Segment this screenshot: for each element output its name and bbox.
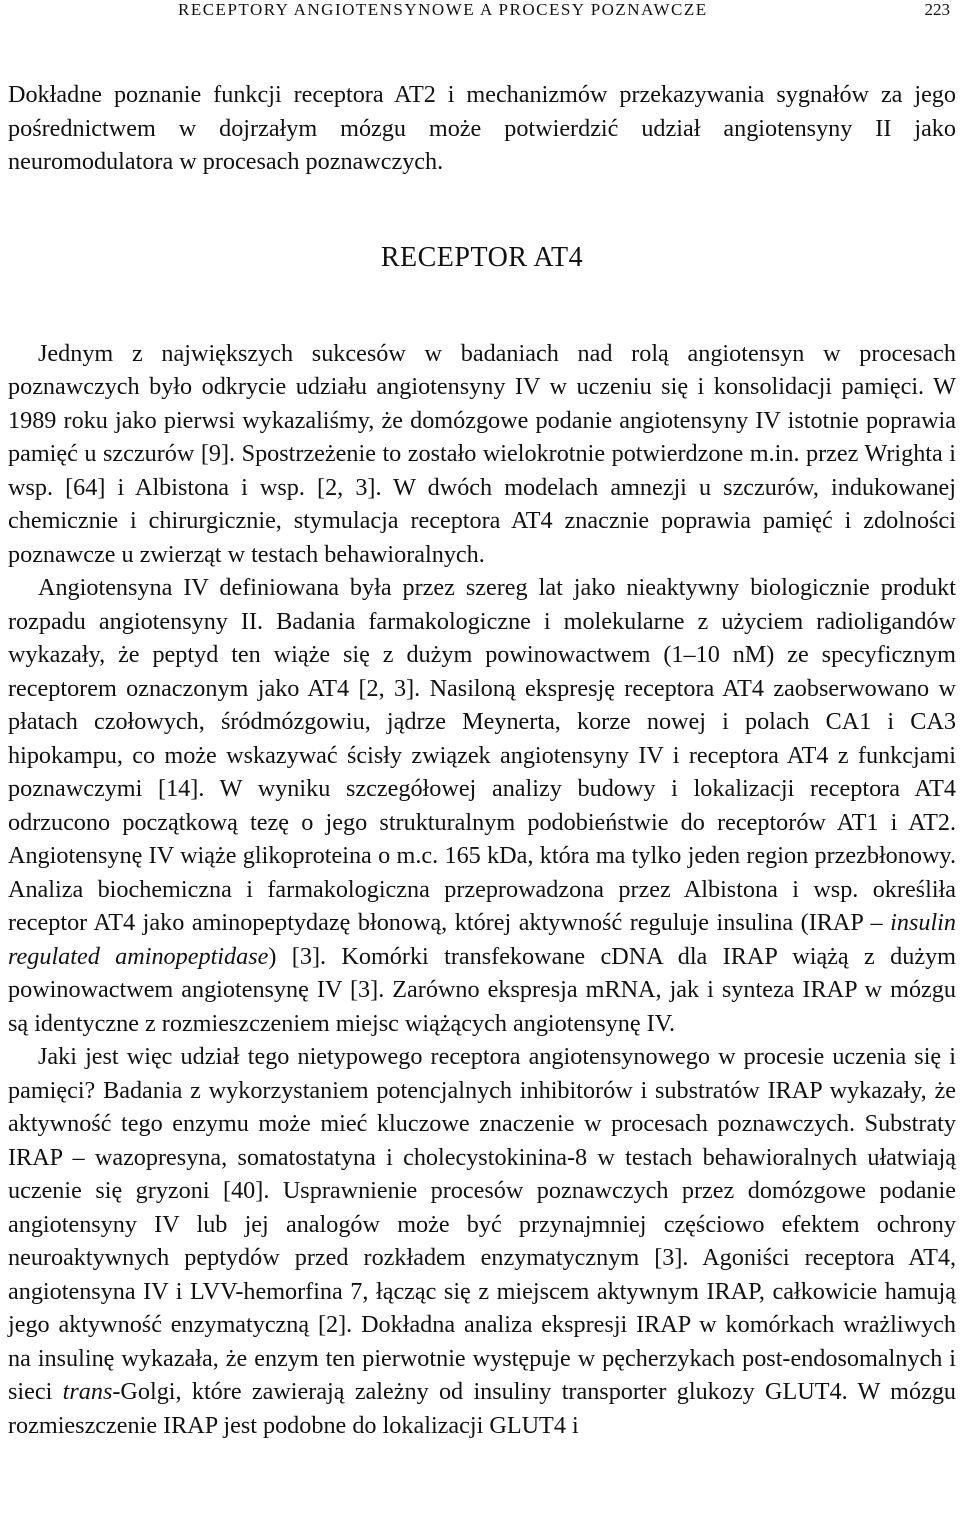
intro-paragraph: Dokładne poznanie funkcji receptora AT2 i mechanizmów przekazywania sygnałów za jego pośrednictwem w dojrzałym mózgu może potwierdzić udział angiotensyny II jako neuromodulatora w procesach poznawczych. (8, 81, 956, 175)
paragraph-3-text-a: Jaki jest więc udział tego nietypowego receptora angiotensynowego w procesie uczenia się i pamięci? Badania z wykorzystaniem potencjalnych inhibitorów i substratów IRAP wykazały, że aktywność tego enzymu może mieć kluczowe znaczenie w procesach poznawczych. Substraty IRAP – wazopresyna, somatostatyna i cholecystokinina-8 w testach behawioralnych ułatwiają uczenie się gryzoni [40]. Usprawnienie procesów poznawczych przez domózgowe podanie angiotensyny IV lub jej analogów może być przynajmniej częściowo efektem ochrony neuroaktywnych peptydów przed rozkładem enzymatycznym [3]. Agoniści receptora AT4, angiotensyna IV i LVV-hemorfina 7, łącząc się z miejscem aktywnym IRAP, całkowicie hamują jego aktywność enzymatyczną [2]. Dokładna analiza ekspresji IRAP w komórkach wrażliwych na insulinę wykazała, że enzym ten pierwotnie występuje w pęcherzykach post-endosomalnych i sieci (8, 1043, 956, 1405)
section-heading: RECEPTOR AT4 (380, 241, 584, 273)
running-header (0, 0, 960, 24)
paragraph-2-text-b: ) [3]. Komórki transfekowane cDNA dla IRAP wiążą z dużym powinowactwem angiotensynę IV [3]. Zarówno ekspresja mRNA, jak i synteza IRAP w mózgu są identyczne z rozmieszczeniem miejsc wiążących angiotensynę IV. (8, 942, 956, 1037)
paragraph-1: Jednym z największych sukcesów w badaniach nad rolą angiotensyn w procesach poznawczych było odkrycie udziału angiotensyny IV w uczeniu się i konsolidacji pamięci. W 1989 roku jako pierwsi wykazaliśmy, że domózgowe podanie angiotensyny IV istotnie poprawia pamięć u szczurów [9]. Spostrzeżenie to zostało wielokrotnie potwierdzone m.in. przez Wrighta i wsp. [64] i Albistona i wsp. [2, 3]. W dwóch modelach amnezji u szczurów, indukowanej chemicznie i chirurgicznie, stymulacja receptora AT4 znacznie poprawia pamięć i zdolności poznawcze u zwierząt w testach behawioralnych. (8, 339, 956, 568)
running-title: RECEPTORY ANGIOTENSYNOWE A PROCESY POZNAWCZE (178, 0, 708, 19)
paragraph-2 (8, 571, 956, 1040)
paragraph-3-text-b: -Golgi, które zawierają zależny od insuliny transporter glukozy GLUT4. W mózgu rozmieszczenie IRAP jest podobne do lokalizacji GLUT4 i (8, 1378, 957, 1439)
paragraph-2-italic-term: insulin regulated aminopeptidase (8, 909, 956, 970)
page-number: 223 (924, 0, 950, 19)
paragraph-3 (8, 1040, 956, 1442)
paragraph-3-italic-term: trans (62, 1378, 113, 1405)
article-body (8, 78, 956, 1442)
paragraph-2-text-a: Angiotensyna IV definiowana była przez szereg lat jako nieaktywny biologicznie produkt rozpadu angiotensyny II. Badania farmakologiczne i molekularne z użyciem radioligandów wykazały, że peptyd ten wiąże się z dużym powinowactwem (1–10 nM) ze specyficznym receptorem oznaczonym jako AT4 [2, 3]. Nasiloną ekspresję receptora AT4 zaobserwowano w płatach czołowych, śródmózgowiu, jądrze Meynerta, korze nowej i polach CA1 i CA3 hipokampu, co może wskazywać ścisły związek angiotensyny IV i receptora AT4 z funkcjami poznawczymi [14]. W wyniku szczegółowej analizy budowy i lokalizacji receptora AT4 odrzucono początkową tezę o jego strukturalnym podobieństwie do receptorów AT1 i AT2. Angiotensynę IV wiąże glikoproteina o m.c. 165 kDa, która ma tylko jeden region przezbłonowy. Analiza biochemiczna i farmakologiczna przeprowadzona przez Albistona i wsp. określiła receptor AT4 jako aminopeptydazę błonową, której aktywność reguluje insulina (IRAP – (8, 574, 956, 936)
